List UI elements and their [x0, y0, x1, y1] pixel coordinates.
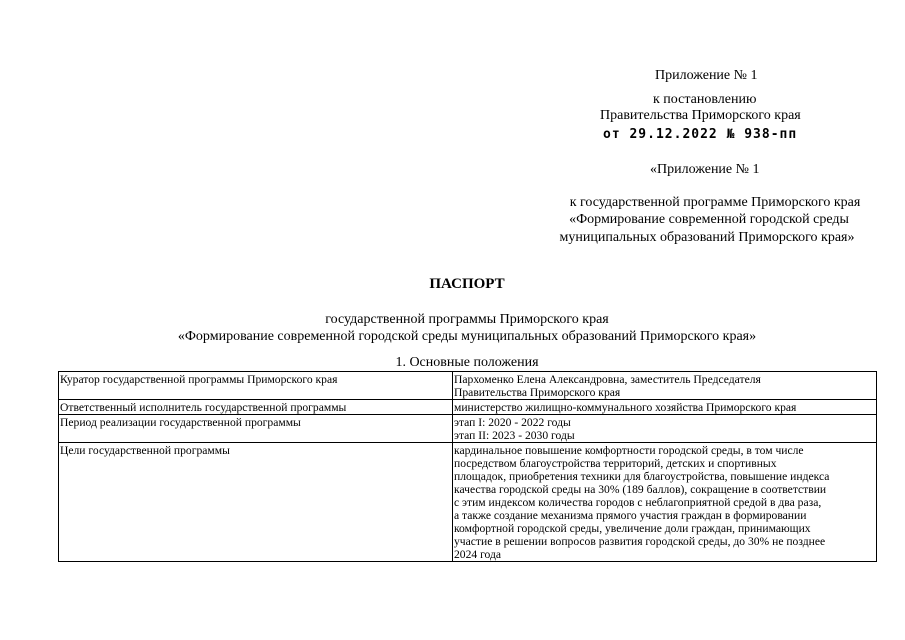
cell-line: а также создание механизма прямого участия граждан в формировании — [454, 509, 807, 522]
section-heading: 1. Основные положения — [395, 355, 539, 370]
row-value-period — [453, 415, 877, 443]
program-reference-line-1: к государственной программе Приморского края — [569, 195, 861, 210]
table-row — [59, 443, 877, 562]
cell-line: посредством благоустройства территорий, детских и спортивных — [454, 457, 777, 470]
row-value-curator — [453, 372, 877, 400]
row-value-executor — [453, 400, 877, 415]
cell-line: площадок, приобретения техники для благоустройства, повышение индекса — [454, 470, 830, 483]
program-reference-line-3: муниципальных образований Приморского края» — [559, 230, 855, 245]
handwritten-date-number: от 29.12.2022 № 938-пп — [603, 127, 798, 142]
document-subtitle-line-1: государственной программы Приморского края — [325, 312, 609, 327]
to-resolution-text: к постановлению — [653, 92, 757, 107]
government-text: Правительства Приморского края — [600, 108, 801, 123]
program-reference-line-2: «Формирование современной городской среды — [569, 212, 849, 227]
row-label-executor: Ответственный исполнитель государственной программы — [59, 400, 453, 415]
appendix-title: Приложение № 1 — [655, 68, 758, 83]
appendix-title-quoted: «Приложение № 1 — [650, 162, 760, 177]
cell-line: Пархоменко Елена Александровна, заместитель Председателя — [454, 373, 761, 386]
cell-line: этап II: 2023 - 2030 годы — [454, 429, 575, 442]
cell-line: кардинальное повышение комфортности городской среды, в том числе — [454, 444, 804, 457]
cell-line: участие в решении вопросов развития городской среды, до 30% не позднее — [454, 535, 826, 548]
cell-line: Правительства Приморского края — [454, 386, 621, 399]
cell-line: качества городской среды на 30% (189 баллов), сокращение в соответствии — [454, 483, 827, 496]
cell-line: с этим индексом количества городов с неблагоприятной средой в два раза, — [454, 496, 822, 509]
table-row — [59, 415, 877, 443]
passport-table — [58, 371, 877, 562]
row-label-curator: Куратор государственной программы Приморского края — [59, 372, 453, 400]
row-value-goals — [453, 443, 877, 562]
row-label-period: Период реализации государственной программы — [59, 415, 453, 443]
table-row — [59, 372, 877, 400]
row-label-goals: Цели государственной программы — [59, 443, 453, 562]
document-subtitle-line-2: «Формирование современной городской среды муниципальных образований Приморского края» — [177, 329, 757, 344]
cell-line: комфортной городской среды, увеличение доли граждан, принимающих — [454, 522, 811, 535]
table-row — [59, 400, 877, 415]
cell-line: 2024 года — [454, 548, 502, 561]
document-title: ПАСПОРТ — [429, 276, 505, 292]
cell-line: этап I: 2020 - 2022 годы — [454, 416, 571, 429]
cell-line: министерство жилищно-коммунального хозяйства Приморского края — [454, 401, 797, 414]
